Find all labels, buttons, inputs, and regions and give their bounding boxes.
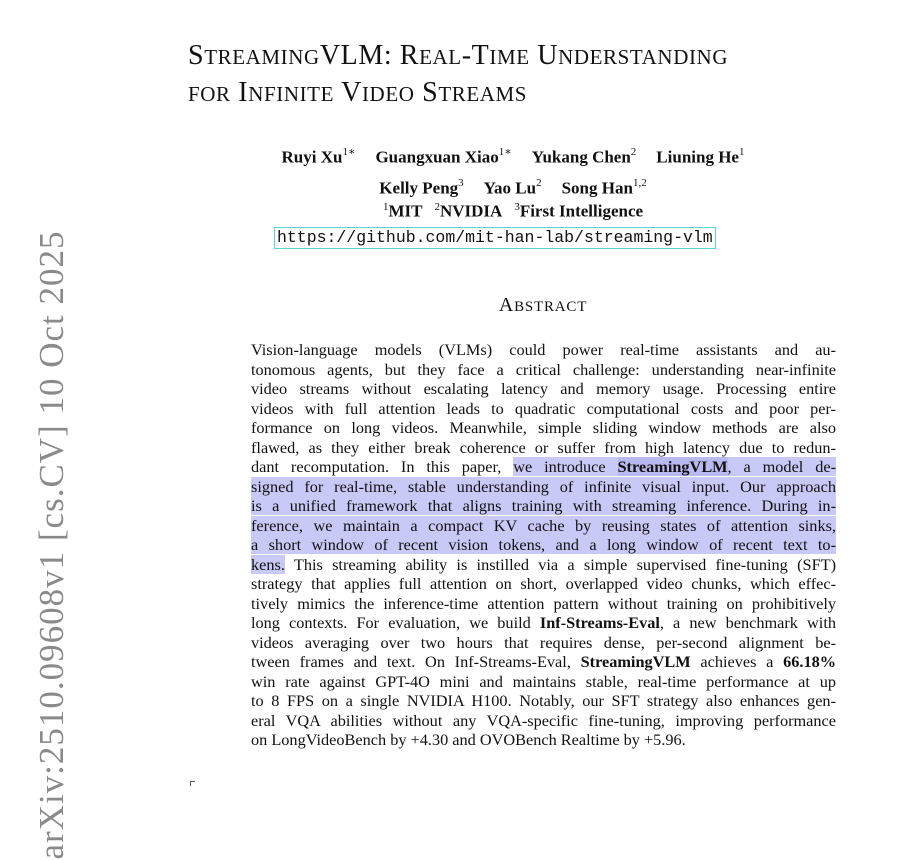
highlighted-text[interactable]: a short window of recent vision tokens, and a long window of recent text to-: [251, 535, 836, 554]
affiliation-entry: [383, 194, 423, 225]
abstract-text: tively mimics the inference-time attention pattern without training on prohibitively: [251, 593, 836, 613]
abstract-line: [251, 399, 836, 419]
abstract-line: [251, 633, 836, 653]
affiliation-name: NVIDIA: [439, 201, 503, 221]
highlighted-text[interactable]: ference, we maintain a compact KV cache by reusing states of attention sinks,: [251, 515, 836, 535]
abstract-text: on LongVideoBench by +4.30 and OVOBench Realtime by +5.96.: [251, 730, 686, 749]
abstract-text: achieves a: [690, 652, 784, 671]
bold-text: Inf-Streams-Eval: [539, 613, 660, 632]
abstract-body: [251, 340, 836, 750]
affiliation-name: First Intelligence: [519, 201, 644, 221]
title-line-2: [188, 75, 878, 112]
author-affiliation-mark: 1,2: [632, 176, 647, 189]
affiliations: [188, 194, 838, 225]
affiliation-entry: [434, 194, 502, 225]
author-entry: [656, 140, 744, 171]
author-affiliation-mark: 2: [630, 146, 637, 158]
affiliation-mark: 1: [382, 201, 389, 213]
abstract-line: [251, 535, 836, 555]
abstract-line: [251, 555, 836, 575]
title-part-smallcaps: TREAMS: [438, 82, 528, 106]
abstract-text: video streams without escalating latency and memory usage. Processing entire: [251, 379, 836, 398]
abstract-text: long contexts. For evaluation, we build: [251, 613, 540, 632]
author-affiliation-mark: 1: [738, 146, 745, 158]
abstract-line: [251, 516, 836, 536]
bold-text: 66.18%: [783, 652, 837, 671]
title-part-smallcaps: EAL: [419, 45, 462, 69]
abstract-line: [251, 438, 836, 458]
title-part-smallcaps: NFINITE: [248, 82, 335, 106]
highlighted-text[interactable]: signed for real-time, stable understanding of infinite visual input. Our approach: [251, 476, 836, 496]
abstract-line: [251, 711, 836, 731]
abstract-line: [251, 477, 836, 497]
arxiv-identifier-stamp: arXiv:2510.09608v1 [cs.CV] 10 Oct 2025: [32, 230, 71, 860]
abstract-heading-rest: BSTRACT: [514, 299, 588, 315]
author-list: [188, 140, 838, 201]
abstract-text: flawed, as they either break coherence or suffer from high latency due to redun-: [251, 437, 836, 457]
author-row-1: [188, 140, 838, 171]
abstract-text: formance on long videos. Meanwhile, simple sliding window methods are also: [251, 418, 836, 437]
title-part-smallcaps: NDERSTANDING: [558, 45, 729, 69]
affiliation-entry: [514, 194, 643, 225]
abstract-line: [251, 574, 836, 594]
highlighted-text[interactable]: , a model de-: [727, 457, 836, 476]
title-part-capital: VLM: R: [319, 40, 420, 71]
abstract-text: tween frames and text. On Inf-Streams-Eval,: [251, 652, 581, 671]
author-name: Yao Lu: [483, 178, 537, 198]
title-part-capital: U: [529, 40, 559, 71]
bold-text: StreamingVLM: [580, 652, 691, 671]
repository-link[interactable]: https://github.com/mit-han-lab/streaming-vlm: [274, 227, 716, 249]
title-part-smallcaps: IDEO: [361, 82, 415, 106]
title-part-capital: -T: [461, 40, 490, 71]
abstract-line: [251, 594, 836, 614]
author-affiliation-mark: 3: [458, 176, 464, 189]
abstract-line: [251, 457, 836, 477]
abstract-text: dant recomputation. In this paper,: [251, 457, 514, 476]
text-cursor-mark: [190, 781, 195, 786]
abstract-line: [251, 652, 836, 672]
highlighted-text[interactable]: we introduce: [513, 457, 618, 476]
abstract-text: Vision-language models (VLMs) could power real-time assistants and au-: [251, 340, 836, 359]
abstract-text: strategy that applies full attention on short, overlapped video chunks, which effec-: [251, 574, 836, 593]
author-entry: [282, 140, 356, 171]
abstract-text: , a new benchmark with: [659, 613, 836, 632]
title-part-capital: I: [230, 77, 249, 108]
abstract-line: [251, 379, 836, 399]
abstract-line: [251, 496, 836, 516]
affiliation-name: MIT: [388, 201, 423, 221]
author-name: Kelly Peng: [379, 178, 459, 198]
author-name: Ruyi Xu: [281, 147, 343, 167]
highlighted-text[interactable]: StreamingVLM: [617, 457, 728, 476]
author-affiliation-mark: 1∗: [498, 146, 512, 158]
paper-title: [188, 38, 878, 112]
abstract-heading: [188, 294, 898, 317]
affiliation-mark: 3: [514, 201, 520, 213]
abstract-line: [251, 418, 836, 438]
abstract-line: [251, 672, 836, 692]
abstract-text: tonomous agents, but they face a critical challenge: understanding near-infinite: [251, 359, 836, 379]
highlighted-text[interactable]: is a unified framework that aligns training with streaming inference. During in-: [251, 496, 836, 515]
author-name: Yukang Chen: [531, 147, 631, 167]
author-entry: [375, 140, 511, 171]
abstract-line: [251, 340, 836, 360]
affiliation-mark: 2: [434, 201, 440, 213]
author-name: Liuning He: [656, 147, 739, 167]
abstract-text: win rate against GPT-4O mini and maintains stable, real-time performance at up: [251, 671, 836, 691]
abstract-text: to 8 FPS on a single NVIDIA H100. Notably, our SFT strategy also enhances gen-: [251, 691, 836, 710]
title-part-capital: S: [188, 40, 205, 71]
abstract-heading-initial: A: [498, 294, 515, 316]
title-part-smallcaps: TREAMING: [204, 45, 320, 69]
abstract-text: This streaming ability is instilled via a simple supervised fine-tuning (SFT): [284, 554, 836, 574]
author-entry: [532, 140, 637, 171]
title-line-1: [188, 38, 878, 75]
title-part-smallcaps: IME: [489, 45, 530, 69]
author-affiliation-mark: 1∗: [342, 146, 356, 158]
author-affiliation-mark: 2: [536, 176, 542, 189]
title-part-smallcaps: FOR: [188, 82, 231, 106]
abstract-line: [251, 730, 836, 750]
abstract-line: [251, 613, 836, 633]
abstract-text: eral VQA abilities without any VQA-specific fine-tuning, improving performance: [251, 710, 836, 730]
title-part-capital: S: [414, 77, 439, 108]
abstract-line: [251, 360, 836, 380]
highlighted-text[interactable]: kens.: [251, 554, 285, 574]
abstract-line: [251, 691, 836, 711]
abstract-text: videos with full attention leads to quadratic computational costs and poor per-: [251, 398, 836, 418]
title-part-capital: V: [334, 77, 362, 108]
author-name: Song Han: [561, 178, 633, 198]
author-name: Guangxuan Xiao: [375, 147, 499, 167]
abstract-text: videos averaging over two hours that requires dense, per-second alignment be-: [251, 632, 836, 652]
